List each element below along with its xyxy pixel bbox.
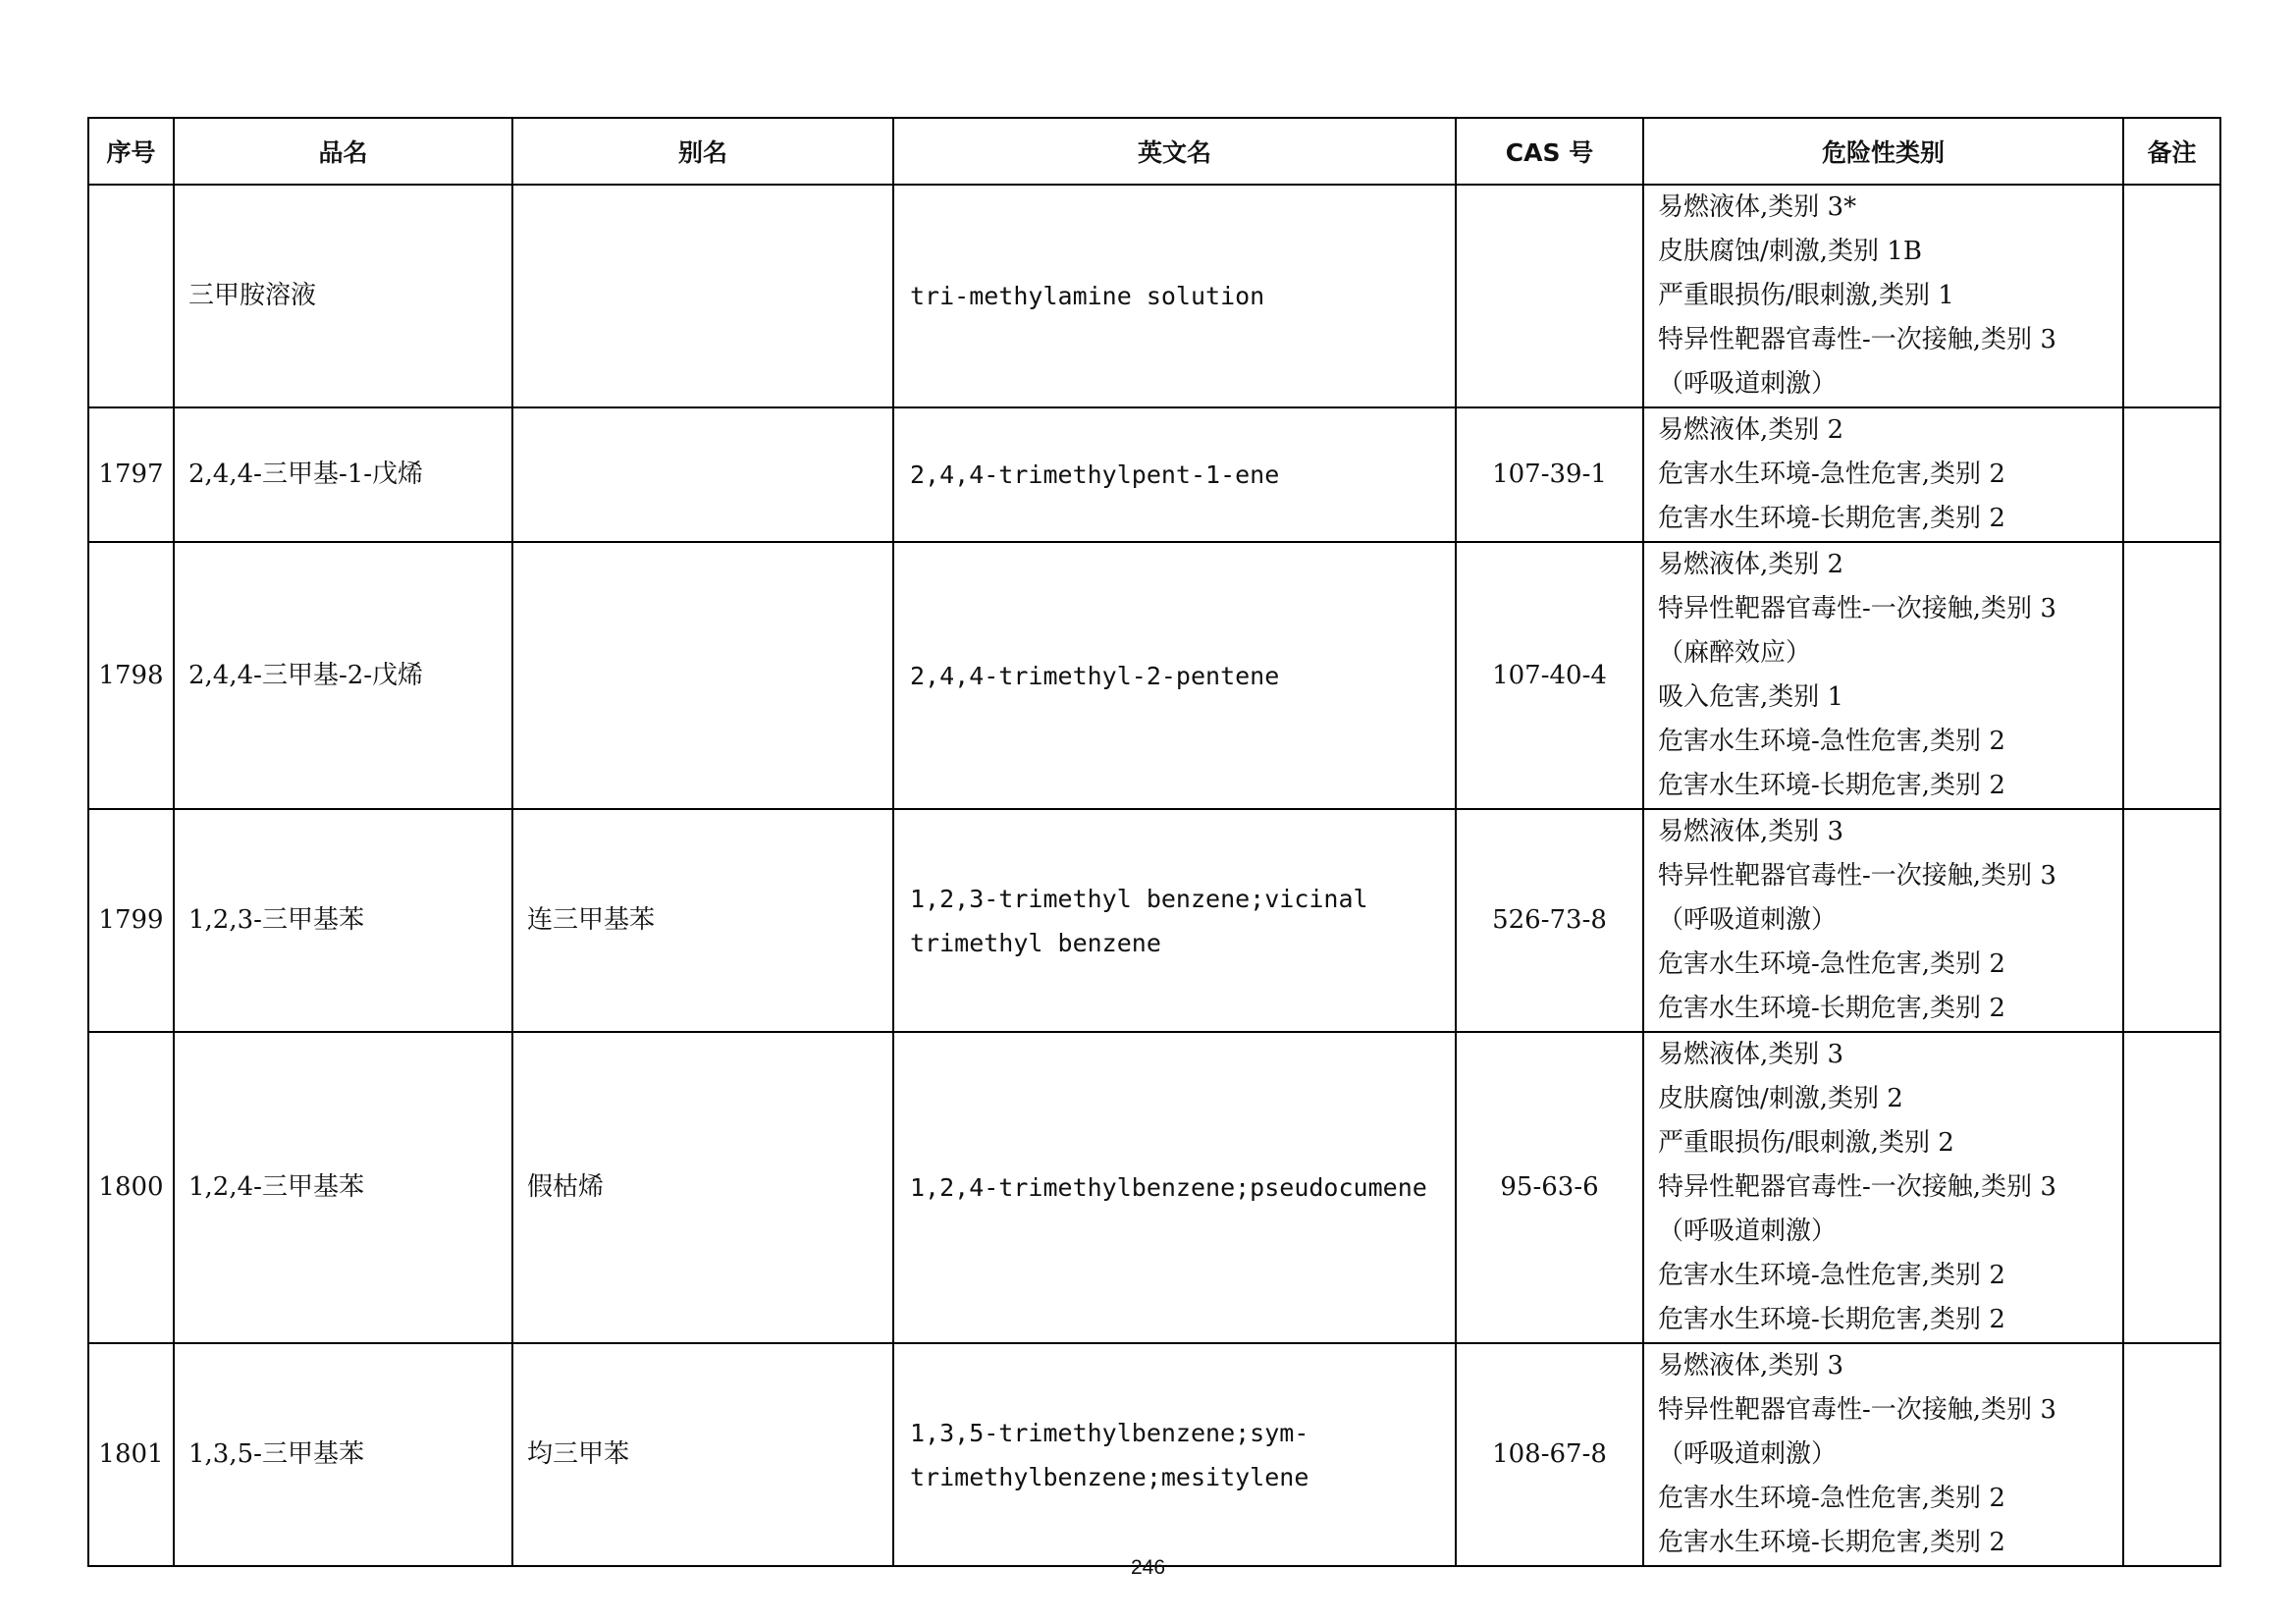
hazard-cell — [1643, 1343, 2123, 1566]
cas-cell: 108-67-8 — [1456, 1343, 1643, 1566]
remark-cell — [2123, 1343, 2220, 1566]
alias-cell: 假枯烯 — [512, 1032, 893, 1343]
remark-cell — [2123, 1032, 2220, 1343]
header-row — [88, 118, 2220, 185]
english-name-cell: 1,2,4-trimethylbenzene;pseudocumene — [893, 1032, 1456, 1343]
hazard-line: 特异性靶器官毒性-一次接触,类别 3 — [1658, 1395, 2056, 1425]
hazard-cell — [1643, 185, 2123, 407]
hazard-line: 严重眼损伤/眼刺激,类别 1 — [1658, 281, 1954, 310]
serial-cell: 1798 — [88, 542, 174, 809]
serial-cell: 1800 — [88, 1032, 174, 1343]
hazard-line: 易燃液体,类别 3* — [1658, 192, 1857, 222]
header-name: 品名 — [174, 118, 512, 185]
header-cas: CAS 号 — [1456, 118, 1643, 185]
hazard-line: （呼吸道刺激） — [1658, 905, 1838, 935]
alias-cell — [512, 185, 893, 407]
alias-cell: 均三甲苯 — [512, 1343, 893, 1566]
table-body — [88, 185, 2220, 1566]
header-alias: 别名 — [512, 118, 893, 185]
header-hazard-class: 危险性类别 — [1643, 118, 2123, 185]
hazard-line: 特异性靶器官毒性-一次接触,类别 3 — [1658, 325, 2056, 354]
remark-cell — [2123, 407, 2220, 542]
header-serial: 序号 — [88, 118, 174, 185]
hazard-line: 皮肤腐蚀/刺激,类别 2 — [1658, 1084, 1903, 1113]
remark-cell — [2123, 809, 2220, 1032]
hazard-line: 危害水生环境-长期危害,类别 2 — [1658, 1305, 2005, 1334]
chemical-table — [87, 117, 2221, 1567]
serial-cell — [88, 185, 174, 407]
english-name-cell: 2,4,4-trimethyl-2-pentene — [893, 542, 1456, 809]
table-row — [88, 407, 2220, 542]
hazard-line: 危害水生环境-长期危害,类别 2 — [1658, 994, 2005, 1023]
hazard-line: 特异性靶器官毒性-一次接触,类别 3 — [1658, 861, 2056, 891]
alias-cell — [512, 407, 893, 542]
serial-cell: 1797 — [88, 407, 174, 542]
remark-cell — [2123, 542, 2220, 809]
hazard-line: （呼吸道刺激） — [1658, 1439, 1838, 1469]
hazard-line: （麻醉效应） — [1658, 638, 1812, 668]
page-number: 246 — [1130, 1556, 1166, 1579]
serial-cell: 1799 — [88, 809, 174, 1032]
name-cell: 2,4,4-三甲基-1-戊烯 — [174, 407, 512, 542]
table-row — [88, 185, 2220, 407]
cas-cell: 107-40-4 — [1456, 542, 1643, 809]
hazard-cell — [1643, 1032, 2123, 1343]
hazard-line: 易燃液体,类别 3 — [1658, 817, 1844, 846]
hazard-line: （呼吸道刺激） — [1658, 1217, 1838, 1246]
hazard-line: 危害水生环境-长期危害,类别 2 — [1658, 771, 2005, 800]
hazard-line: 特异性靶器官毒性-一次接触,类别 3 — [1658, 594, 2056, 623]
name-cell: 1,3,5-三甲基苯 — [174, 1343, 512, 1566]
table-row — [88, 1343, 2220, 1566]
hazard-line: 易燃液体,类别 3 — [1658, 1040, 1844, 1069]
hazard-line: 危害水生环境-急性危害,类别 2 — [1658, 1484, 2005, 1513]
hazard-line: 严重眼损伤/眼刺激,类别 2 — [1658, 1128, 1954, 1158]
hazard-cell — [1643, 407, 2123, 542]
cas-cell: 95-63-6 — [1456, 1032, 1643, 1343]
cas-cell: 107-39-1 — [1456, 407, 1643, 542]
hazard-line: 危害水生环境-长期危害,类别 2 — [1658, 504, 2005, 533]
table-row — [88, 542, 2220, 809]
alias-cell: 连三甲基苯 — [512, 809, 893, 1032]
name-cell: 1,2,4-三甲基苯 — [174, 1032, 512, 1343]
name-cell: 三甲胺溶液 — [174, 185, 512, 407]
hazard-line: 特异性靶器官毒性-一次接触,类别 3 — [1658, 1172, 2056, 1202]
alias-cell — [512, 542, 893, 809]
hazard-line: 易燃液体,类别 3 — [1658, 1351, 1844, 1380]
hazard-line: 吸入危害,类别 1 — [1658, 682, 1844, 712]
english-name-cell: 1,3,5-trimethylbenzene;sym-trimethylbenzene;mesitylene — [893, 1343, 1456, 1566]
hazard-line: 危害水生环境-长期危害,类别 2 — [1658, 1528, 2005, 1557]
name-cell: 2,4,4-三甲基-2-戊烯 — [174, 542, 512, 809]
name-cell: 1,2,3-三甲基苯 — [174, 809, 512, 1032]
hazard-line: 危害水生环境-急性危害,类别 2 — [1658, 727, 2005, 756]
hazard-line: （呼吸道刺激） — [1658, 369, 1838, 399]
hazard-cell — [1643, 542, 2123, 809]
header-remarks: 备注 — [2123, 118, 2220, 185]
hazard-line: 易燃液体,类别 2 — [1658, 550, 1844, 579]
hazard-line: 危害水生环境-急性危害,类别 2 — [1658, 1261, 2005, 1290]
table-row — [88, 809, 2220, 1032]
hazard-line: 皮肤腐蚀/刺激,类别 1B — [1658, 237, 1922, 266]
hazard-line: 危害水生环境-急性危害,类别 2 — [1658, 949, 2005, 979]
header-english-name: 英文名 — [893, 118, 1456, 185]
hazard-line: 易燃液体,类别 2 — [1658, 415, 1844, 445]
english-name-cell: tri-methylamine solution — [893, 185, 1456, 407]
serial-cell: 1801 — [88, 1343, 174, 1566]
table-row — [88, 1032, 2220, 1343]
remark-cell — [2123, 185, 2220, 407]
cas-cell — [1456, 185, 1643, 407]
cas-cell: 526-73-8 — [1456, 809, 1643, 1032]
hazard-cell — [1643, 809, 2123, 1032]
hazard-line: 危害水生环境-急性危害,类别 2 — [1658, 460, 2005, 489]
english-name-cell: 2,4,4-trimethylpent-1-ene — [893, 407, 1456, 542]
english-name-cell: 1,2,3-trimethyl benzene;vicinal trimethyl benzene — [893, 809, 1456, 1032]
